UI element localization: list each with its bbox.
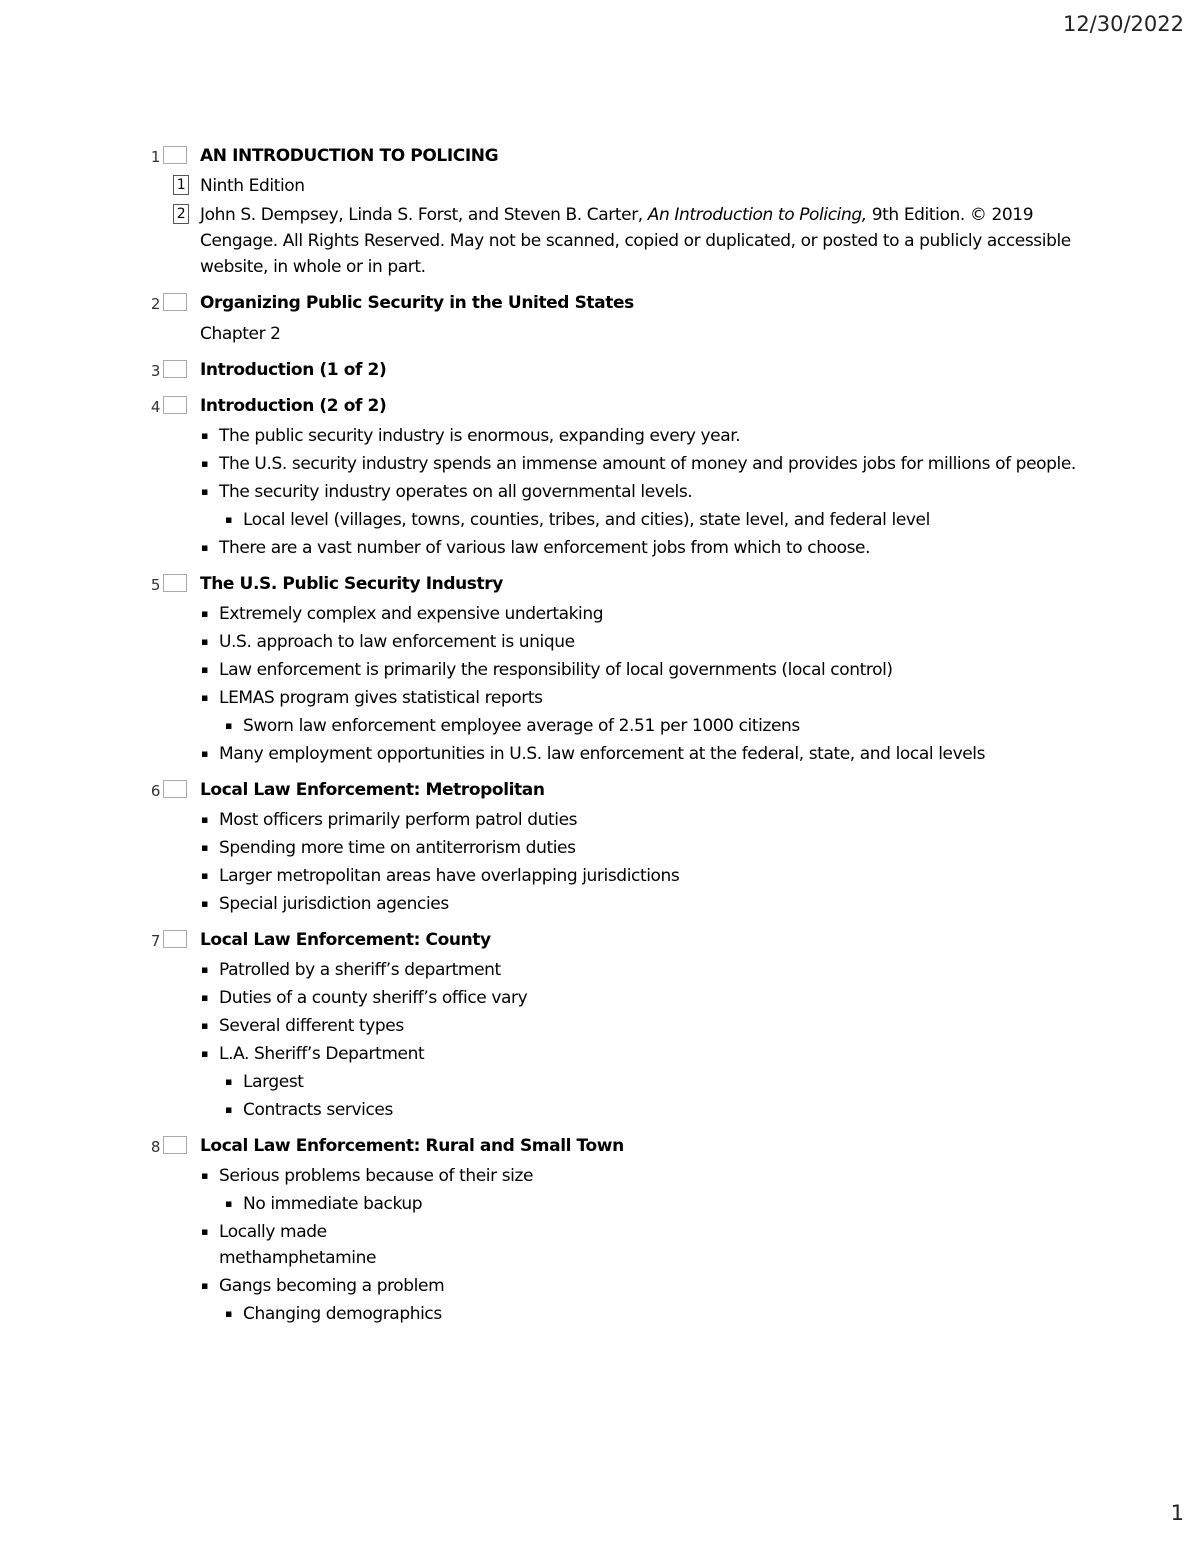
note-text-before: John S. Dempsey, Linda S. Forst, and Steven B. Carter, xyxy=(200,205,648,225)
bullet-list xyxy=(200,1163,1076,1327)
bullet-item: ▪ Extremely complex and expensive undertaking xyxy=(200,601,1076,627)
slide-number: 8 xyxy=(150,1138,160,1156)
note-item xyxy=(176,202,1076,280)
slide-title: Introduction (2 of 2) xyxy=(200,396,387,416)
bullet-item: ▪ Serious problems because of their size xyxy=(200,1163,1076,1189)
bullet-item: ▪ There are a vast number of various law enforcement jobs from which to choose. xyxy=(200,535,1076,561)
bullet-item: ▪ Several different types xyxy=(200,1013,1076,1039)
bullet-item: ▪ L.A. Sheriff’s Department xyxy=(200,1041,1076,1067)
sub-bullet-item: ▪ Sworn law enforcement employee average of 2.51 per 1000 citizens xyxy=(200,713,1076,739)
bullet-item: ▪ Locally made methamphetamine xyxy=(200,1219,399,1271)
slide-5 xyxy=(146,570,1076,767)
slide-1 xyxy=(146,142,1076,280)
bullet-item: ▪ Patrolled by a sheriff’s department xyxy=(200,957,1076,983)
slide-thumbnail[interactable] xyxy=(163,396,187,414)
outline xyxy=(146,142,1076,1336)
slide-number: 5 xyxy=(150,576,160,594)
sub-bullet-item: ▪ No immediate backup xyxy=(200,1191,1076,1217)
slide-thumbnail[interactable] xyxy=(163,1136,187,1154)
slide-number: 4 xyxy=(150,398,160,416)
slide-title: Local Law Enforcement: County xyxy=(200,930,491,950)
bullet-item: ▪ Gangs becoming a problem xyxy=(200,1273,1076,1299)
note-item xyxy=(176,173,1076,199)
sub-bullet-item: ▪ Largest xyxy=(200,1069,1076,1095)
page-date: 12/30/2022 xyxy=(1062,12,1184,36)
slide-notes xyxy=(176,173,1076,280)
slide-thumbnail[interactable] xyxy=(163,360,187,378)
note-text-after: 9th Edition. © 2019 Cengage. All Rights Reserved. May not be scanned, copied or duplicated, or posted to a publicly accessible website, in whole or in part. xyxy=(200,205,1071,277)
bullet-item: ▪ The security industry operates on all governmental levels. xyxy=(200,479,1076,505)
slide-7 xyxy=(146,926,1076,1123)
sub-bullet-item: ▪ Contracts services xyxy=(200,1097,1076,1123)
bullet-list xyxy=(200,957,1076,1123)
slide-thumbnail[interactable] xyxy=(163,146,187,164)
slide-number: 3 xyxy=(150,362,160,380)
bullet-item: ▪ Law enforcement is primarily the responsibility of local governments (local control) xyxy=(200,657,1076,683)
slide-thumbnail[interactable] xyxy=(163,574,187,592)
slide-number: 6 xyxy=(150,782,160,800)
slide-subtitle: Chapter 2 xyxy=(200,324,281,344)
slide-thumbnail[interactable] xyxy=(163,930,187,948)
slide-title: AN INTRODUCTION TO POLICING xyxy=(200,146,499,166)
slide-6 xyxy=(146,776,1076,917)
bullet-item: ▪ Many employment opportunities in U.S. law enforcement at the federal, state, and local levels xyxy=(200,741,1076,767)
bullet-item: ▪ Special jurisdiction agencies xyxy=(200,891,1076,917)
slide-title: Local Law Enforcement: Metropolitan xyxy=(200,780,545,800)
slide-title: Introduction (1 of 2) xyxy=(200,360,387,380)
page-number: 1 xyxy=(1170,1501,1184,1525)
note-number: 2 xyxy=(173,204,189,224)
slide-title: The U.S. Public Security Industry xyxy=(200,574,503,594)
bullet-item: ▪ LEMAS program gives statistical reports xyxy=(200,685,1076,711)
slide-3 xyxy=(146,356,1076,383)
bullet-item: ▪ Duties of a county sheriff’s office vary xyxy=(200,985,1076,1011)
bullet-item: ▪ Larger metropolitan areas have overlapping jurisdictions xyxy=(200,863,1076,889)
bullet-item: ▪ The public security industry is enormous, expanding every year. xyxy=(200,423,1076,449)
bullet-item: ▪ Spending more time on antiterrorism duties xyxy=(200,835,1076,861)
slide-number: 7 xyxy=(150,932,160,950)
bullet-list xyxy=(200,423,1076,561)
slide-thumbnail[interactable] xyxy=(163,780,187,798)
note-book-title: An Introduction to Policing, xyxy=(647,205,867,225)
slide-8 xyxy=(146,1132,1076,1327)
note-number: 1 xyxy=(173,175,189,195)
slide-2 xyxy=(146,289,1076,347)
bullet-item: ▪ The U.S. security industry spends an immense amount of money and provides jobs for millions of people. xyxy=(200,451,1076,477)
slide-number: 1 xyxy=(150,148,160,166)
sub-bullet-item: ▪ Local level (villages, towns, counties, tribes, and cities), state level, and federal level xyxy=(200,507,1076,533)
slide-title: Organizing Public Security in the United States xyxy=(200,293,634,313)
note-text: Ninth Edition xyxy=(200,176,305,196)
slide-thumbnail[interactable] xyxy=(163,293,187,311)
bullet-item: ▪ U.S. approach to law enforcement is unique xyxy=(200,629,1076,655)
sub-bullet-item: ▪ Changing demographics xyxy=(200,1301,1076,1327)
bullet-item: ▪ Most officers primarily perform patrol duties xyxy=(200,807,1076,833)
slide-4 xyxy=(146,392,1076,561)
slide-title: Local Law Enforcement: Rural and Small Town xyxy=(200,1136,624,1156)
slide-number: 2 xyxy=(150,295,160,313)
bullet-list xyxy=(200,601,1076,767)
bullet-list xyxy=(200,807,1076,917)
